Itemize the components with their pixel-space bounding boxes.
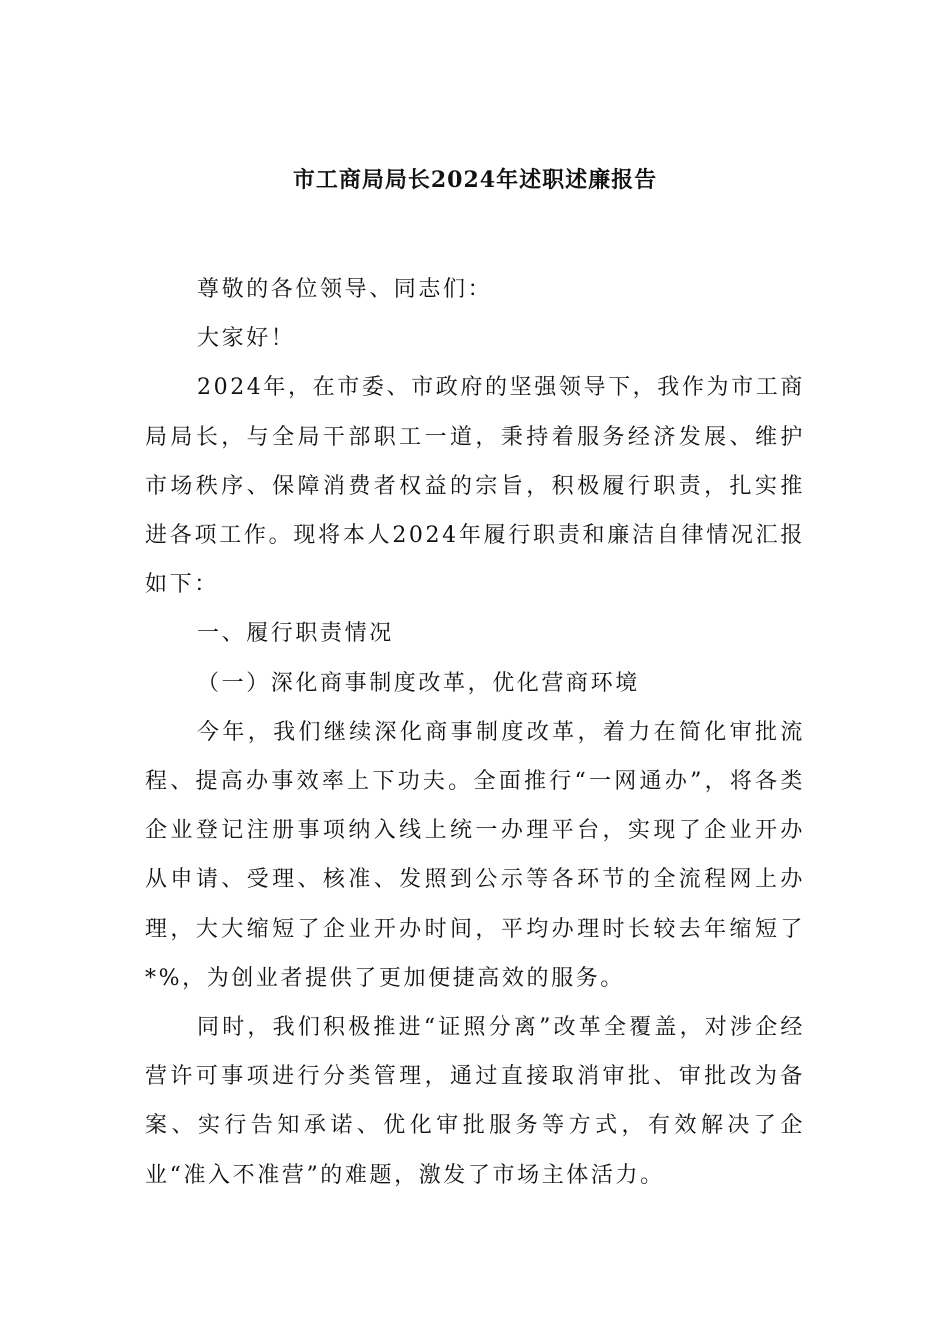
body-paragraph: 同时，我们积极推进“证照分离”改革全覆盖，对涉企经营许可事项进行分类管理，通过直接取消审批、审批改为备案、实行告知承诺、优化审批服务等方式，有效解决了企业“准入不准营”的难题，激发了市场主体活力。 [145, 1015, 805, 1188]
greeting: 大家好！ [197, 326, 296, 352]
subsection-heading: （一）深化商事制度改革，优化营商环境 [197, 670, 640, 696]
document-title: 市工商局局长2024年述职述廉报告 [292, 167, 658, 193]
salutation: 尊敬的各位领导、同志们： [197, 277, 493, 302]
intro-paragraph: 2024年，在市委、市政府的坚强领导下，我作为市工商局局长，与全局干部职工一道，秉持着服务经济发展、维护市场秩序、保障消费者权益的宗旨，积极履行职责，扎实推进各项工作。现将本人2024年履行职责和廉洁自律情况汇报如下： [145, 375, 805, 598]
document-body [145, 265, 805, 1200]
body-paragraph: 今年，我们继续深化商事制度改革，着力在简化审批流程、提高办事效率上下功夫。全面推行“一网通办”，将各类企业登记注册事项纳入线上统一办理平台，实现了企业开办从申请、受理、核准、发照到公示等各环节的全流程网上办理，大大缩短了企业开办时间，平均办理时长较去年缩短了*%，为创业者提供了更加便捷高效的服务。 [145, 719, 805, 991]
section-heading: 一、履行职责情况 [197, 621, 394, 647]
